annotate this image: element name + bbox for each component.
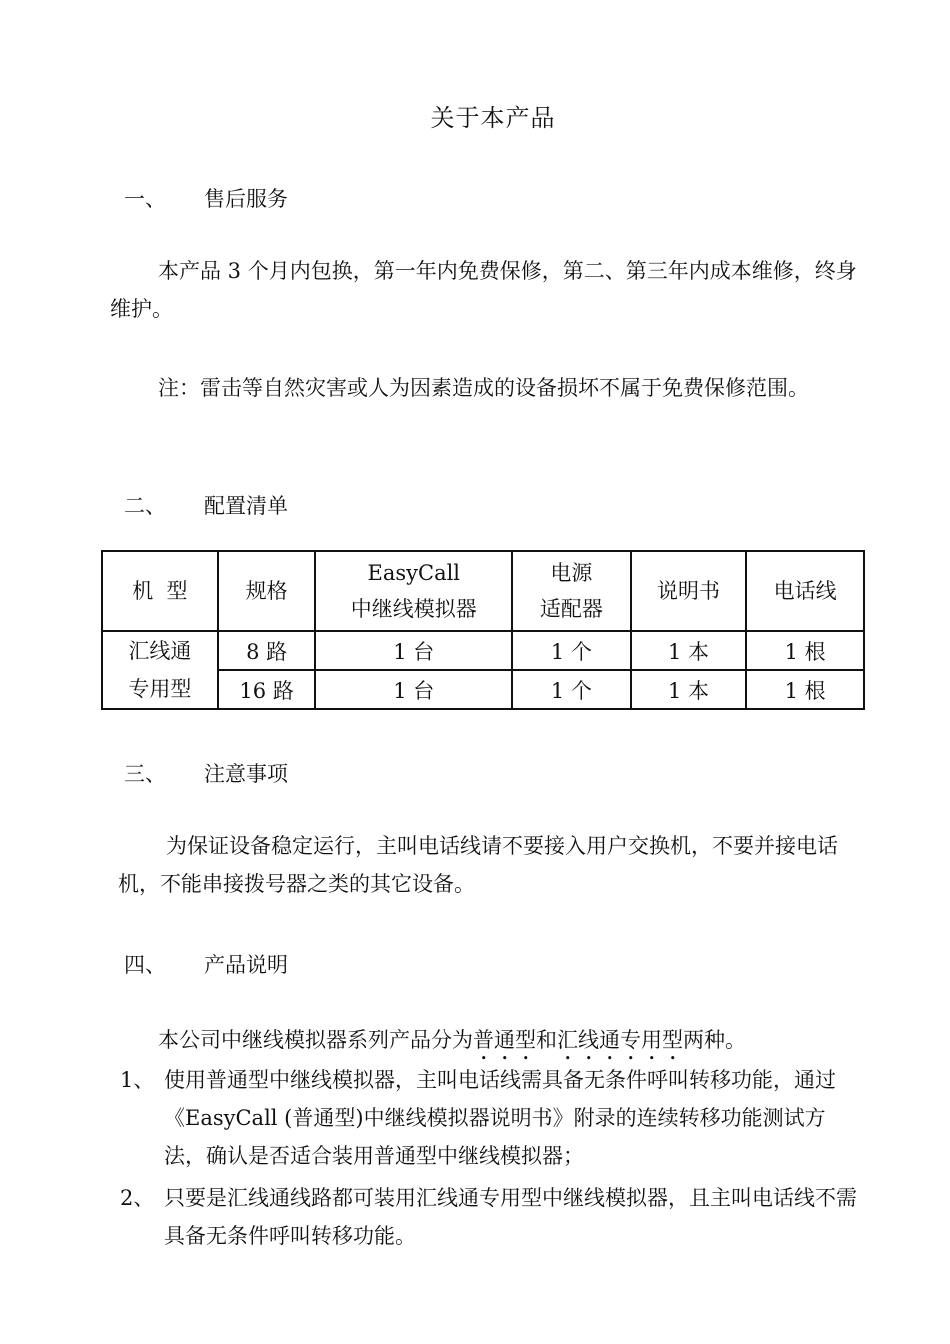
config-table bbox=[101, 550, 865, 710]
section-number: 三、 bbox=[124, 762, 166, 786]
header-model: 机 型 bbox=[102, 551, 218, 631]
product-notes-list bbox=[120, 1061, 860, 1259]
page-title: 关于本产品 bbox=[430, 104, 556, 132]
header-power-adapter: 电源 适配器 bbox=[512, 551, 631, 631]
section-title: 产品说明 bbox=[204, 953, 288, 977]
section-number: 二、 bbox=[124, 494, 166, 518]
header-simulator: EasyCall 中继线模拟器 bbox=[315, 551, 512, 631]
section-title: 配置清单 bbox=[204, 494, 288, 518]
header-manual: 说明书 bbox=[631, 551, 747, 631]
spec-cell: 8 路 bbox=[218, 631, 316, 670]
list-item-text: 使用普通型中继线模拟器，主叫电话线需具备无条件呼叫转移功能，通过《EasyCall (普通型)中继线模拟器说明书》附录的连续转移功能测试方法，确认是否适合装用普通型中继线模拟器； bbox=[164, 1068, 836, 1168]
spec-cell: 16 路 bbox=[218, 670, 316, 709]
manual-cell: 1 本 bbox=[631, 670, 747, 709]
list-item bbox=[120, 1061, 860, 1175]
header-spec: 规格 bbox=[218, 551, 316, 631]
emphasis-dedicated-type: 汇线通专用型 bbox=[557, 1028, 683, 1052]
table-row bbox=[102, 631, 864, 670]
adapter-cell: 1 个 bbox=[512, 631, 631, 670]
model-cell: 汇线通 专用型 bbox=[102, 631, 218, 709]
warranty-paragraph: 本产品 3 个月内包换，第一年内免费保修，第二、第三年内成本维修，终身维护。 bbox=[110, 259, 857, 321]
section-heading-product-description bbox=[124, 949, 288, 979]
adapter-cell: 1 个 bbox=[512, 670, 631, 709]
emphasis-standard-type: 普通型 bbox=[473, 1028, 536, 1052]
warranty-note-paragraph: 注：雷击等自然灾害或人为因素造成的设备损坏不属于免费保修范围。 bbox=[158, 376, 809, 400]
header-phone-cable: 电话线 bbox=[746, 551, 864, 631]
list-item-number: 1、 bbox=[120, 1068, 155, 1092]
list-item bbox=[120, 1179, 860, 1255]
section-number: 一、 bbox=[124, 187, 166, 211]
simulator-cell: 1 台 bbox=[315, 670, 512, 709]
product-intro-paragraph: 本公司中继线模拟器系列产品分为普通型和汇线通专用型两种。 bbox=[158, 1028, 746, 1052]
section-heading-config-list bbox=[124, 490, 288, 520]
list-item-text: 只要是汇线通线路都可装用汇线通专用型中继线模拟器，且主叫电话线不需具备无条件呼叫转移功能。 bbox=[164, 1186, 857, 1248]
section-title: 售后服务 bbox=[204, 187, 288, 211]
simulator-cell: 1 台 bbox=[315, 631, 512, 670]
table-header-row bbox=[102, 551, 864, 631]
precautions-paragraph: 为保证设备稳定运行，主叫电话线请不要接入用户交换机，不要并接电话机，不能串接拨号器之类的其它设备。 bbox=[118, 834, 838, 896]
section-number: 四、 bbox=[124, 953, 166, 977]
manual-cell: 1 本 bbox=[631, 631, 747, 670]
section-heading-after-sales bbox=[124, 183, 288, 213]
list-item-number: 2、 bbox=[120, 1186, 155, 1210]
cable-cell: 1 根 bbox=[746, 631, 864, 670]
section-title: 注意事项 bbox=[204, 762, 288, 786]
section-heading-precautions bbox=[124, 758, 288, 788]
cable-cell: 1 根 bbox=[746, 670, 864, 709]
